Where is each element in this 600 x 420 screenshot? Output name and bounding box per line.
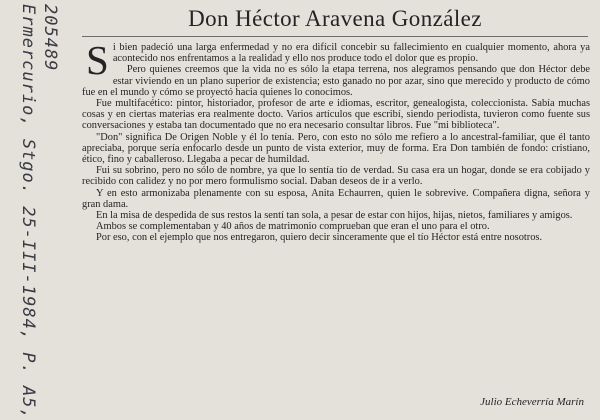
article-paragraph-5: Fui su sobrino, pero no sólo de nombre, ya que lo sentía tío de verdad. Su casa era un hogar, donde se era cobijado y recibido con calidez y no por mero formulismo social. Daban deseos de ir a verlo.: [82, 165, 590, 188]
newspaper-article: [76, 0, 594, 413]
article-paragraph-3: Fue multifacético: pintor, historiador, profesor de arte e idiomas, escritor, genealogista, coleccionista. Sabía muchas cosas y en ciertas materias era realmente docto. Varios artículos que escribí, siendo periodista, tuvieron como fuente sus conversaciones y estaba tan documentado que no era necesario consultar libros. Fue "mi biblioteca".: [82, 98, 590, 132]
article-body: [76, 37, 594, 244]
handwritten-source-citation: Ermercurio, Stgo. 25-III-1984, P. A5,: [18, 4, 38, 420]
article-paragraph-4: "Don" significa De Origen Noble y él lo tenía. Pero, con esto no sólo me refiero a lo ancestral-familiar, que él tanto apreciaba, porque sería enfocarlo desde un punto de vista exterior, muy de forma. Era Don también de fondo: cristiano, ético, fino y caballeroso. Llegaba a pecar de humildad.: [82, 131, 590, 166]
article-paragraph-6: Y en esto armonizaba plenamente con su esposa, Anita Echaurren, quien le sobrevive. Compañera digna, señora y gran dama.: [82, 187, 590, 210]
handwritten-archive-number: 205489: [40, 4, 60, 72]
title-divider: [82, 36, 588, 37]
handwritten-margin-note: [0, 0, 78, 420]
article-paragraph-8: Ambos se complementaban y 40 años de matrimonio comprueban que eran el uno para el otro.: [96, 221, 490, 233]
drop-cap: S: [86, 37, 109, 83]
article-paragraph-7: En la misa de despedida de sus restos la sentí tan sola, a pesar de estar con hijos, hijas, nietos, familiares y amigos.: [96, 210, 573, 222]
article-paragraph-9: Por eso, con el ejemplo que nos entregaron, quiero decir sinceramente que el tío Héctor está entre nosotros.: [96, 232, 543, 244]
article-paragraph-2: Pero quienes creemos que la vida no es sólo la etapa terrena, nos alegramos pensando que don Héctor debe estar viviendo en un plano superior de existencia; esto ganado no por azar, sino que merecido y producto de cómo fue en el mundo y cómo se proyectó hacia quienes lo conocimos.: [82, 64, 590, 98]
article-title: Don Héctor Aravena González: [188, 6, 482, 31]
article-byline: Julio Echeverría Marín: [480, 396, 584, 408]
paragraph-1-text: i bien padeció una larga enfermedad y no era difícil concebir su fallecimiento en cualquier momento, ahora ya acontecido nos enfrentamos a la realidad y ello nos produce todo el dolor que es propio.: [112, 42, 590, 65]
